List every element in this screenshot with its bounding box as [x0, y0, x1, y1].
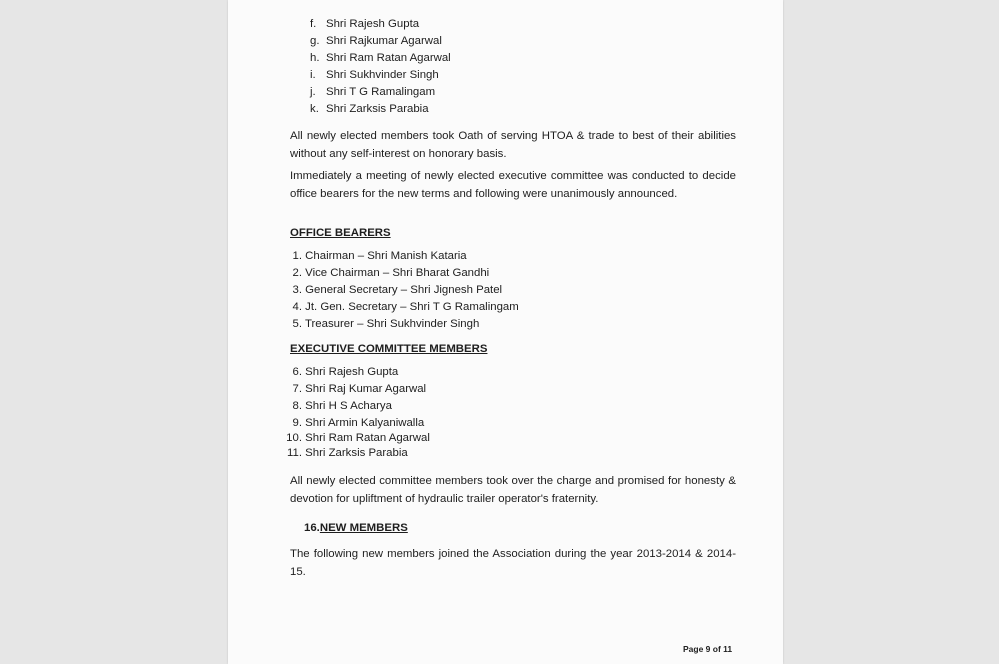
- list-item: f. Shri Rajesh Gupta: [310, 18, 420, 30]
- list-item: 5. Treasurer – Shri Sukhvinder Singh: [292, 318, 480, 330]
- committee-paragraph: All newly elected committee members took over the charge and promised for honesty & devotion for upliftment of hydraulic trailer operator's fraternity.: [290, 475, 736, 505]
- list-item: i. Shri Sukhvinder Singh: [310, 69, 439, 81]
- list-item: g. Shri Rajkumar Agarwal: [310, 35, 442, 47]
- executive-committee-heading: EXECUTIVE COMMITTEE MEMBERS: [290, 343, 488, 355]
- list-item: h. Shri Ram Ratan Agarwal: [310, 52, 451, 64]
- oath-paragraph: All newly elected members took Oath of serving HTOA & trade to best of their abilities without any self-interest on honorary basis.: [290, 130, 736, 160]
- list-item: 7. Shri Raj Kumar Agarwal: [292, 383, 427, 395]
- list-item: 1. Chairman – Shri Manish Kataria: [292, 250, 467, 262]
- list-item: 11. Shri Zarksis Parabia: [287, 447, 408, 459]
- page-number: Page 9 of 11: [683, 644, 733, 654]
- list-item: k. Shri Zarksis Parabia: [310, 103, 429, 115]
- meeting-paragraph: Immediately a meeting of newly elected executive committee was conducted to decide office bearers for the new terms and following were unanimously announced.: [290, 170, 736, 200]
- list-item: 8. Shri H S Acharya: [292, 400, 392, 412]
- list-item: 9. Shri Armin Kalyaniwalla: [292, 417, 425, 429]
- list-item: j. Shri T G Ramalingam: [310, 86, 436, 98]
- list-item: 6. Shri Rajesh Gupta: [292, 366, 399, 378]
- new-members-heading: 16.NEW MEMBERS: [304, 522, 408, 534]
- list-item: 4. Jt. Gen. Secretary – Shri T G Ramalingam: [292, 301, 519, 313]
- new-members-paragraph: The following new members joined the Association during the year 2013-2014 & 2014-15.: [290, 548, 736, 578]
- document-page: [228, 0, 783, 664]
- list-item: 10. Shri Ram Ratan Agarwal: [286, 432, 430, 444]
- office-bearers-heading: OFFICE BEARERS: [290, 227, 391, 239]
- list-item: 3. General Secretary – Shri Jignesh Patel: [292, 284, 503, 296]
- list-item: 2. Vice Chairman – Shri Bharat Gandhi: [292, 267, 490, 279]
